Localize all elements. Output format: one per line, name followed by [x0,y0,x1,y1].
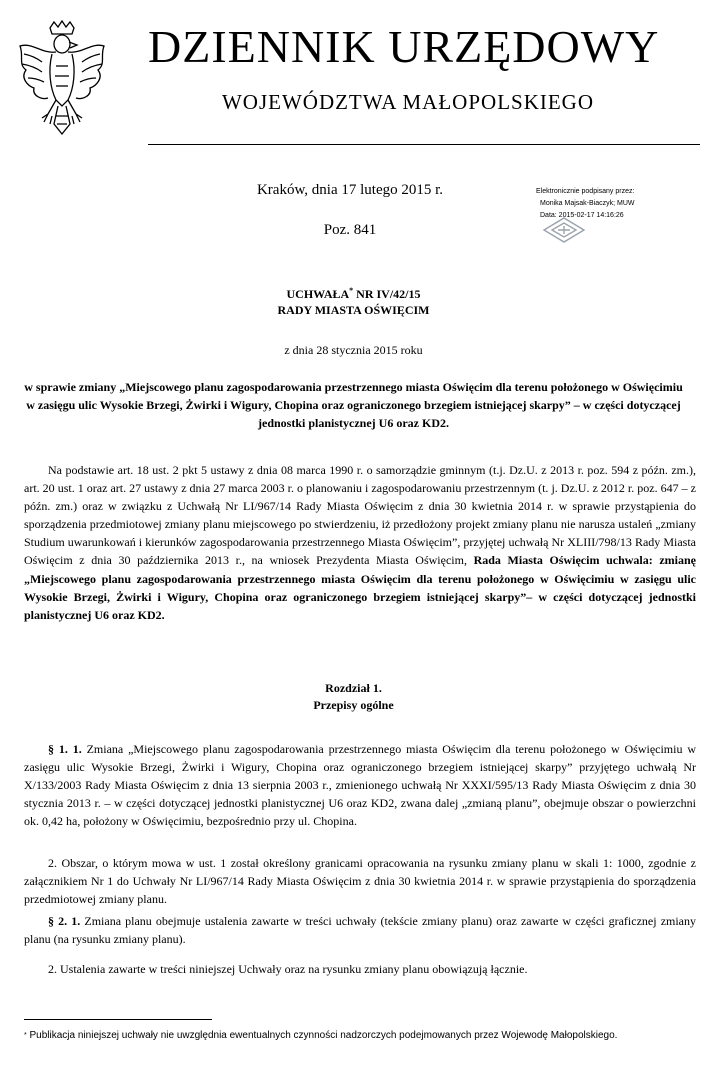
header-divider [148,144,700,145]
paragraph-1 [24,740,696,830]
paragraph-2-point-2 [24,960,696,978]
preamble [24,461,696,624]
resolution-title [40,286,667,302]
paragraph-2 [24,912,696,948]
signature-line-1: Elektronicznie podpisany przez: [536,188,635,195]
signature-line-2: Monika Majsak-Biaczyk; MUW [540,200,635,207]
footnote [24,1029,696,1043]
paragraph-1-point-2 [24,854,696,908]
journal-title: DZIENNIK URZĘDOWY [148,21,660,72]
preamble-text: Na podstawie art. 18 ust. 2 pkt 5 ustawy z dnia 08 marca 1990 r. o samorządzie gminnym (t.j. Dz.U. z 2013 r. poz. 594 z późn. zm.), art. 20 ust. 1 oraz art. 27 ustawy z dnia 27 marca 2003 r. o planowaniu i zagospodarowaniu przestrzennym (t. j. Dz.U. z 2012 r. poz. 647 – z późn. zm.) oraz w związku z Uchwałą Nr LI/967/14 Rady Miasta Oświęcim z dnia 30 kwietnia 2014 r. w sprawie przystąpienia do sporządzenia przedmiotowej zmiany planu miejscowego po stwierdzeniu, iż przedłożony projekt zmiany planu nie narusza ustaleń „zmiany Studium uwarunkowań i kierunków zagospodarowania przestrzennego Miasta Oświęcim”, przyjętej uchwałą Nr XLIII/798/13 Rady Miasta Oświęcim z dnia 30 października 2013 r., na wniosek Prezydenta Miasta Oświęcim, [24,463,696,568]
footnote-divider [24,1019,212,1020]
resolution-number: NR IV/42/15 [353,287,421,301]
chapter-number: Rozdział 1. [325,681,382,695]
preamble-bold-text: Rada Miasta Oświęcim uchwala: zmianę „Miejscowego planu zagospodarowania przestrzennego miasta Oświęcim dla terenu położonego w Oświęcimiu w zasięgu ulic Wysokie Brzegi, Żwirki i Wigury, Chopina oraz ograniczonego brzegiem istniejącej skarpy”– w części dotyczącej jednostki planistycznej U6 oraz KD2. [24,553,697,622]
resolution-date: z dnia 28 stycznia 2015 roku [284,343,423,357]
signature-stamp-icon [540,216,588,244]
resolution-title-prefix: UCHWAŁA [286,287,350,301]
chapter-title: Przepisy ogólne [313,698,394,712]
paragraph-2-point-2-text: 2. Ustalenia zawarte w treści niniejszej Uchwały oraz na rysunku zmiany planu obowiązują łącznie. [48,962,528,976]
paragraph-2-text: Zmiana planu obejmuje ustalenia zawarte w treści uchwały (tekście zmiany planu) oraz zawarte w części graficznej zmiany planu (na rysunku zmiany planu). [24,914,697,947]
place-date: Kraków, dnia 17 lutego 2015 r. [256,182,444,198]
paragraph-1-text: Zmiana „Miejscowego planu zagospodarowania przestrzennego miasta Oświęcim dla terenu położonego w Oświęcimiu w zasięgu ulic Wysokie Brzegi, Żwirki i Wigury, Chopina oraz ograniczonego brzegiem istniejącej skarpy” przyjętego uchwałą Nr X/133/2003 Rady Miasta Oświęcim z dnia 13 sierpnia 2003 r., zmienionego uchwałą Nr XXXI/595/13 Rady Miasta Oświęcim z dnia 30 stycznia 2013 r. – w części dotyczącej jednostki planistycznej U6 oraz KD2, zwana dalej „zmianą planu”, obejmuje obszar o powierzchni ok. 0,42 ha, położony w Oświęcimiu, bezpośrednio przy ul. Chopina. [24,742,696,829]
resolution-subject: w sprawie zmiany „Miejscowego planu zagospodarowania przestrzennego miasta Oświęcim dla terenu położonego w Oświęcimiu w zasięgu ulic Wysokie Brzegi, Żwirki i Wigury, Chopina oraz ograniczonego brzegiem istniejącej skarpy” – w części dotyczącej jednostki planistycznej U6 oraz KD2. [24,380,683,430]
paragraph-1-label: § 1. 1. [48,742,82,756]
paragraph-1-point-2-text: 2. Obszar, o którym mowa w ust. 1 został określony granicami opracowania na rysunku zmiany planu w skali 1: 1000, zgodnie z załącznikiem Nr 1 do Uchwały Nr LI/967/14 Rady Miasta Oświęcim z dnia 30 kwietnia 2014 r. w sprawie przystąpienia do sporządzenia przedmiotowej zmiany planu. [24,856,696,907]
resolution-footnote-mark: * [349,286,354,295]
resolution-council: RADY MIASTA OŚWIĘCIM [277,303,430,317]
journal-subtitle: WOJEWÓDZTWA MAŁOPOLSKIEGO [221,90,595,114]
position-number: Poz. 841 [323,222,377,238]
footnote-text: Publikacja niniejszej uchwały nie uwzględnia ewentualnych czynności nadzorczych podejmowanych przez Wojewodę Małopolskiego. [26,1030,618,1041]
polish-eagle-emblem-icon [12,20,112,138]
paragraph-2-label: § 2. 1. [48,914,81,928]
signature-line-3: Data: 2015-02-17 14:16:26 [540,212,624,219]
footnote-mark: * [24,1032,27,1039]
